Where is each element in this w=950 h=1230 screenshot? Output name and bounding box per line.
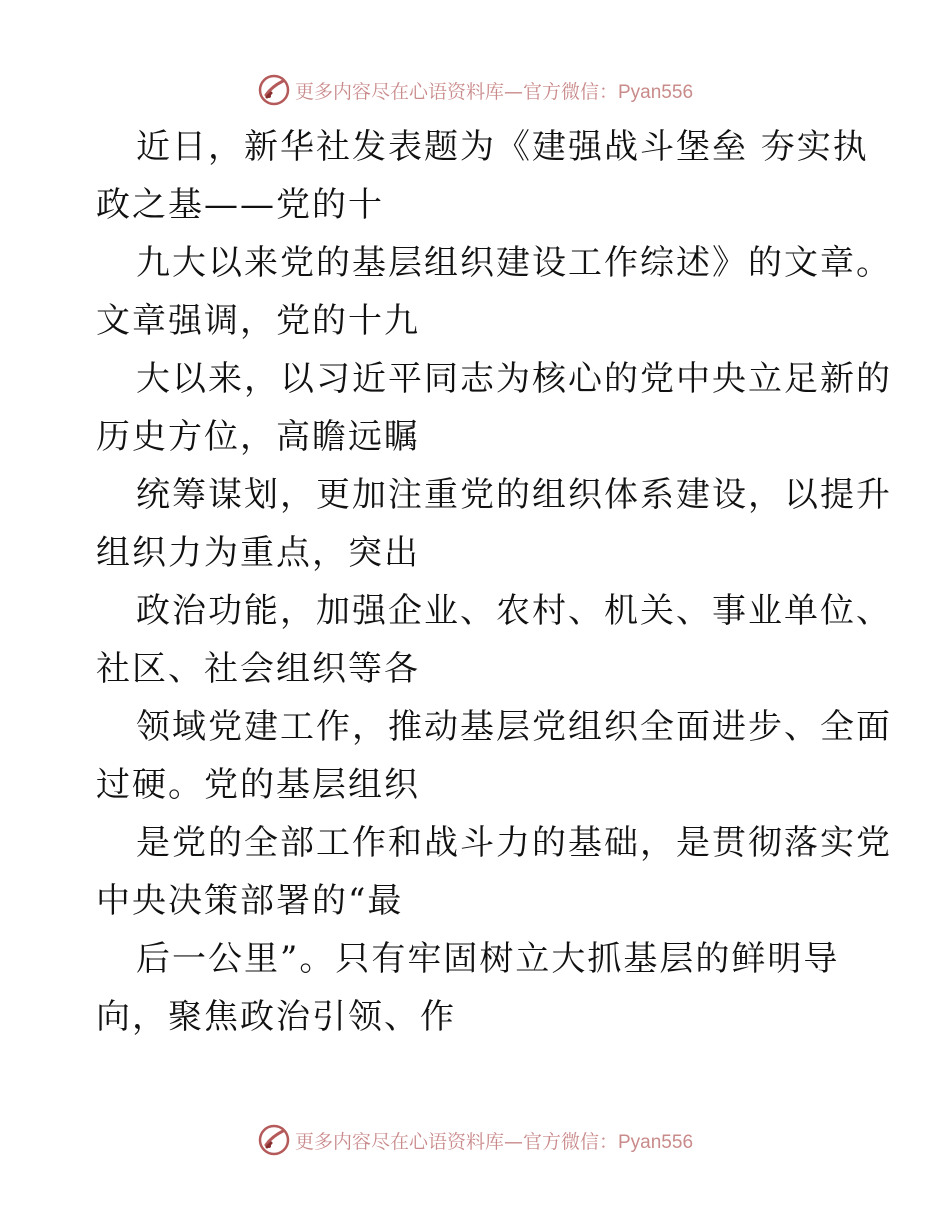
header-watermark (0, 70, 950, 110)
text-line: 是党的全部工作和战斗力的基础，是贯彻落实党 (136, 823, 892, 863)
text-line: 过硬。党的基层组织 (96, 765, 420, 805)
text-line: 后一公里”。只有牢固树立大抓基层的鲜明导 (136, 939, 840, 979)
text-line: 向，聚焦政治引领、作 (96, 997, 456, 1037)
watermark-site-name: 更多内容尽在心语资料库 (294, 80, 504, 103)
text-line: 组织力为重点，突出 (96, 533, 420, 573)
watermark-site-name: 更多内容尽在心语资料库 (294, 1130, 504, 1153)
watermark-wechat-label: 官方微信： (522, 1130, 618, 1153)
text-line: 社区、社会组织等各 (96, 649, 420, 689)
watermark-separator: — (503, 80, 523, 103)
watermark-text (295, 77, 693, 104)
watermark-wechat-handle: Pyan556 (618, 81, 694, 103)
text-line: 中央决策部署的“最 (96, 881, 404, 921)
text-line: 文章强调，党的十九 (96, 301, 420, 341)
text-line: 近日，新华社发表题为《建强战斗堡垒 夯实执 (136, 127, 869, 167)
document-body (96, 118, 896, 1046)
watermark-text (295, 1127, 693, 1154)
text-line: 九大以来党的基层组织建设工作综述》的文章。 (136, 243, 892, 283)
footer-watermark (0, 1120, 950, 1160)
brush-logo-icon (257, 1123, 291, 1157)
brush-logo-icon (257, 73, 291, 107)
text-line: 政之基——党的十 (96, 185, 384, 225)
text-line: 领域党建工作，推动基层党组织全面进步、全面 (136, 707, 892, 747)
text-line: 统筹谋划，更加注重党的组织体系建设，以提升 (136, 475, 892, 515)
watermark-wechat-label: 官方微信： (522, 80, 618, 103)
watermark-wechat-handle: Pyan556 (618, 1131, 694, 1153)
text-line: 政治功能，加强企业、农村、机关、事业单位、 (136, 591, 892, 631)
watermark-separator: — (503, 1130, 523, 1153)
text-line: 历史方位，高瞻远瞩 (96, 417, 420, 457)
text-line: 大以来，以习近平同志为核心的党中央立足新的 (136, 359, 892, 399)
